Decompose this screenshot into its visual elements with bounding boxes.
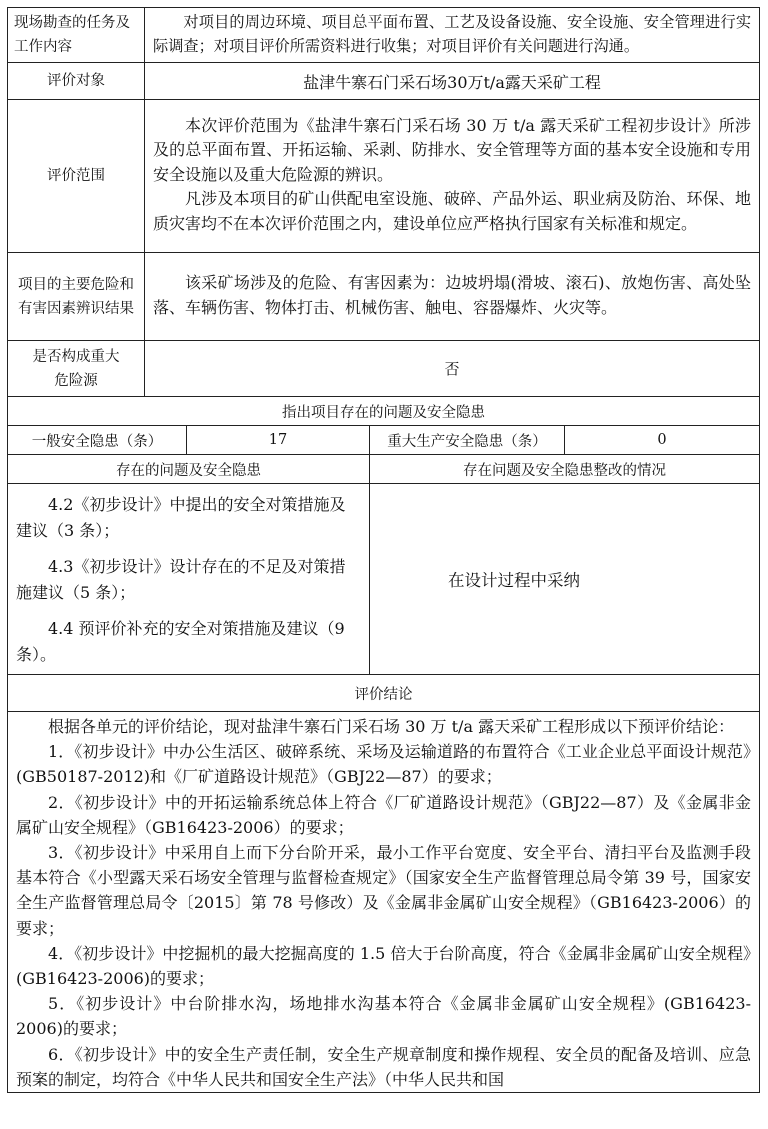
conclusion-paragraph: 根据各单元的评价结论，现对盐津牛寨石门采石场 30 万 t/a 露天采矿工程形成以下预评价结论：	[48, 717, 735, 736]
hazards-content	[145, 253, 760, 341]
scope-content	[145, 100, 760, 253]
hazards-text: 该采矿场涉及的危险、有害因素为：边坡坍塌(滑坡、滚石)、放炮伤害、高处坠落、车辆伤害、物体打击、机械伤害、触电、容器爆炸、火灾等。	[153, 273, 752, 317]
evaluation-table	[7, 7, 760, 1093]
major-hazard-count: 0	[565, 426, 760, 455]
conclusion-paragraph: 3．《初步设计》中采用自上而下分台阶开采，最小工作平台宽度、安全平台、清扫平台及监测手段基本符合《小型露天采石场安全管理与监督检查规定》（国家安全生产监督管理总局令第 39 号，国家安全生产监督管理总局令〔2015〕第 78 号修改）及《金属非金属矿山安全规程》（GB16423-2006）的要求；	[16, 843, 752, 938]
scope-paragraph: 本次评价范围为《盐津牛寨石门采石场 30 万 t/a 露天采矿工程初步设计》所涉及的总平面布置、开拓运输、采剥、防排水、安全管理等方面的基本安全设施和专用安全设施以及重大危险源的辨识。	[153, 115, 752, 184]
general-hazard-count: 17	[187, 426, 370, 455]
conclusion-paragraph: 2．《初步设计》中的开拓运输系统总体上符合《厂矿道路设计规范》（GBJ22—87）及《金属非金属矿山安全规程》（GB16423-2006）的要求；	[16, 792, 752, 837]
issues-title: 指出项目存在的问题及安全隐患	[8, 397, 760, 426]
general-hazard-label: 一般安全隐患（条）	[8, 426, 187, 455]
conclusion-paragraph: 5．《初步设计》中台阶排水沟，场地排水沟基本符合《金属非金属矿山安全规程》(GB16423-2006)的要求；	[16, 994, 752, 1039]
object-value: 盐津牛寨石门采石场30万t/a露天采矿工程	[145, 63, 760, 100]
scope-label: 评价范围	[8, 100, 145, 253]
conclusion-body	[8, 712, 760, 1093]
tasks-label: 现场勘查的任务及工作内容	[8, 8, 145, 63]
issue-item: 4.4 预评价补充的安全对策措施及建议（9 条）。	[16, 619, 345, 664]
issues-col-header: 存在的问题及安全隐患	[8, 455, 370, 484]
conclusion-paragraph: 4．《初步设计》中挖掘机的最大挖掘高度的 1.5 倍大于台阶高度，符合《金属非金属矿山安全规程》(GB16423-2006)的要求；	[16, 943, 752, 989]
issues-list	[8, 484, 370, 675]
major-hazard-value: 否	[145, 341, 760, 397]
rectification-status: 在设计过程中采纳	[370, 484, 760, 675]
major-hazard-label: 是否构成重大危险源	[8, 341, 145, 397]
hazards-label: 项目的主要危险和有害因素辨识结果	[8, 253, 145, 341]
rectification-col-header: 存在问题及安全隐患整改的情况	[370, 455, 760, 484]
issue-item: 4.2《初步设计》中提出的安全对策措施及建议（3 条）；	[16, 495, 346, 540]
conclusion-title: 评价结论	[8, 675, 760, 712]
tasks-content	[145, 8, 760, 63]
tasks-text: 对项目的周边环境、项目总平面布置、工艺及设备设施、安全设施、安全管理进行实际调查；对项目评价所需资料进行收集；对项目评价有关问题进行沟通。	[153, 13, 752, 55]
issue-item: 4.3《初步设计》设计存在的不足及对策措施建议（5 条）；	[16, 557, 346, 602]
conclusion-paragraph: 1．《初步设计》中办公生活区、破碎系统、采场及运输道路的布置符合《工业企业总平面设计规范》(GB50187-2012)和《厂矿道路设计规范》（GBJ22—87）的要求；	[16, 742, 752, 787]
major-hazard-count-label: 重大生产安全隐患（条）	[370, 426, 565, 455]
object-label: 评价对象	[8, 63, 145, 100]
scope-paragraph: 凡涉及本项目的矿山供配电室设施、破碎、产品外运、职业病及防治、环保、地质灾害均不在本次评价范围之内，建设单位应严格执行国家有关标准和规定。	[153, 189, 752, 233]
conclusion-paragraph: 6．《初步设计》中的安全生产责任制，安全生产规章制度和操作规程、安全员的配备及培训、应急预案的制定，均符合《中华人民共和国安全生产法》（中华人民共和国	[16, 1044, 752, 1089]
